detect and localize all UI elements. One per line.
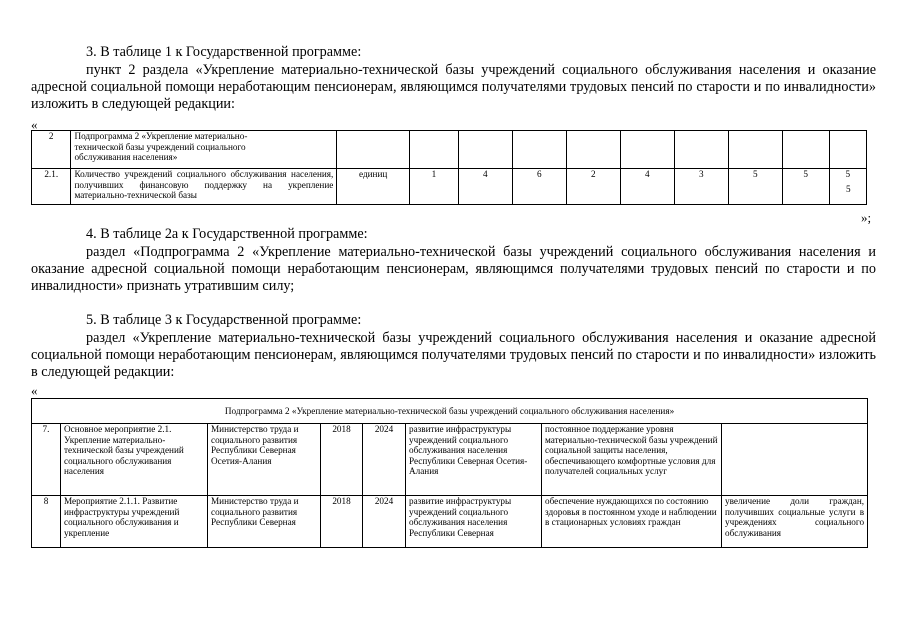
section-4-body: раздел «Подпрограмма 2 «Укрепление материально-технической базы учреждений социального обслуживания населения и оказание адресной социальной помощи неработающим пенсионерам, являющимся получателями трудовых пенсий по старости и по инвалидности» признать утратившим силу; bbox=[31, 244, 876, 294]
event-name: Основное мероприятие 2.1. Укрепление материально-технической базы учреждений социального обслуживания населения bbox=[61, 424, 208, 496]
section-4-heading: 4. В таблице 2а к Государственной программе: bbox=[86, 226, 368, 242]
start-year: 2018 bbox=[321, 496, 363, 548]
subprogram-name: Подпрограмма 2 «Укрепление материально-технической базы учреждений социального обслуживания населения» bbox=[74, 131, 248, 163]
indicator-value: 5 bbox=[728, 169, 782, 205]
table-row bbox=[32, 496, 868, 548]
row-number: 2 bbox=[32, 131, 71, 169]
executor: Министерство труда и социального развития Республики Северная bbox=[208, 496, 321, 548]
link-to-indicators bbox=[722, 424, 868, 496]
goal: обеспечение нуждающихся по состоянию здоровья в постоянном уходе и наблюдении в стационарных условиях граждан bbox=[542, 496, 722, 548]
event-name: Мероприятие 2.1.1. Развитие инфраструктуры учреждений социального обслуживания и укрепление bbox=[61, 496, 208, 548]
section-3-open-quote: « bbox=[31, 117, 38, 132]
executor: Министерство труда и социального развития Республики Северная Осетия-Алания bbox=[208, 424, 321, 496]
indicator-unit: единиц bbox=[337, 169, 410, 205]
end-year: 2024 bbox=[363, 424, 406, 496]
indicator-value: 4 bbox=[458, 169, 512, 205]
section-3-close-quote: »; bbox=[861, 210, 872, 225]
indicator-value: 1 bbox=[410, 169, 459, 205]
subprogram-header: Подпрограмма 2 «Укрепление материально-технической базы учреждений социального обслуживания населения» bbox=[32, 399, 868, 424]
section-3-heading: 3. В таблице 1 к Государственной программе: bbox=[86, 44, 362, 60]
indicator-name: Количество учреждений социального обслуживания населения, получивших финансовую поддержку на укрепление материально-технической базы bbox=[71, 169, 337, 205]
expected-result: развитие инфраструктуры учреждений социального обслуживания населения Республики Северная bbox=[406, 496, 542, 548]
table-header-row bbox=[32, 399, 868, 424]
row-name bbox=[71, 131, 337, 169]
end-year: 2024 bbox=[363, 496, 406, 548]
row-number: 7. bbox=[32, 424, 61, 496]
section-5-body: раздел «Укрепление материально-технической базы учреждений социального обслуживания населения и оказание адресной социальной помощи неработающим пенсионерам, являющимся получателями трудовых пенсий по старости и по инвалидности» изложить в следующей редакции: bbox=[31, 330, 876, 380]
section-5-open-quote: « bbox=[31, 383, 38, 398]
table-row bbox=[32, 169, 867, 205]
indicator-value: 6 bbox=[512, 169, 566, 205]
indicator-value: 2 bbox=[566, 169, 620, 205]
section-3-body: пункт 2 раздела «Укрепление материально-технической базы учреждений социального обслуживания населения и оказание адресной социальной помощи неработающим пенсионерам, являющимся получателями трудовых пенсий по старости и по инвалидности» изложить в следующей редакции: bbox=[31, 62, 876, 112]
goal: постоянное поддержание уровня материально-технической базы учреждений социальной защиты населения, обеспечивающего комфортные условия для получателей социальных услуг bbox=[542, 424, 722, 496]
link-to-indicators: увеличение доли граждан, получивших социальные услуги в учреждениях социального обслуживания bbox=[722, 496, 868, 548]
table-row bbox=[32, 131, 867, 169]
row-number: 2.1. bbox=[32, 169, 71, 205]
indicator-value: 5 bbox=[782, 169, 829, 205]
row-number: 8 bbox=[32, 496, 61, 548]
indicator-value-last: 5 bbox=[846, 184, 851, 194]
indicator-value: 4 bbox=[620, 169, 674, 205]
expected-result: развитие инфраструктуры учреждений социального обслуживания населения Республики Северная Осетия-Алания bbox=[406, 424, 542, 496]
table-row bbox=[32, 424, 868, 496]
section-5-heading: 5. В таблице 3 к Государственной программе: bbox=[86, 312, 362, 328]
indicator-value: 3 bbox=[674, 169, 728, 205]
table-1 bbox=[31, 130, 867, 205]
indicator-value: 5 bbox=[829, 169, 866, 205]
table-3 bbox=[31, 398, 868, 548]
start-year: 2018 bbox=[321, 424, 363, 496]
